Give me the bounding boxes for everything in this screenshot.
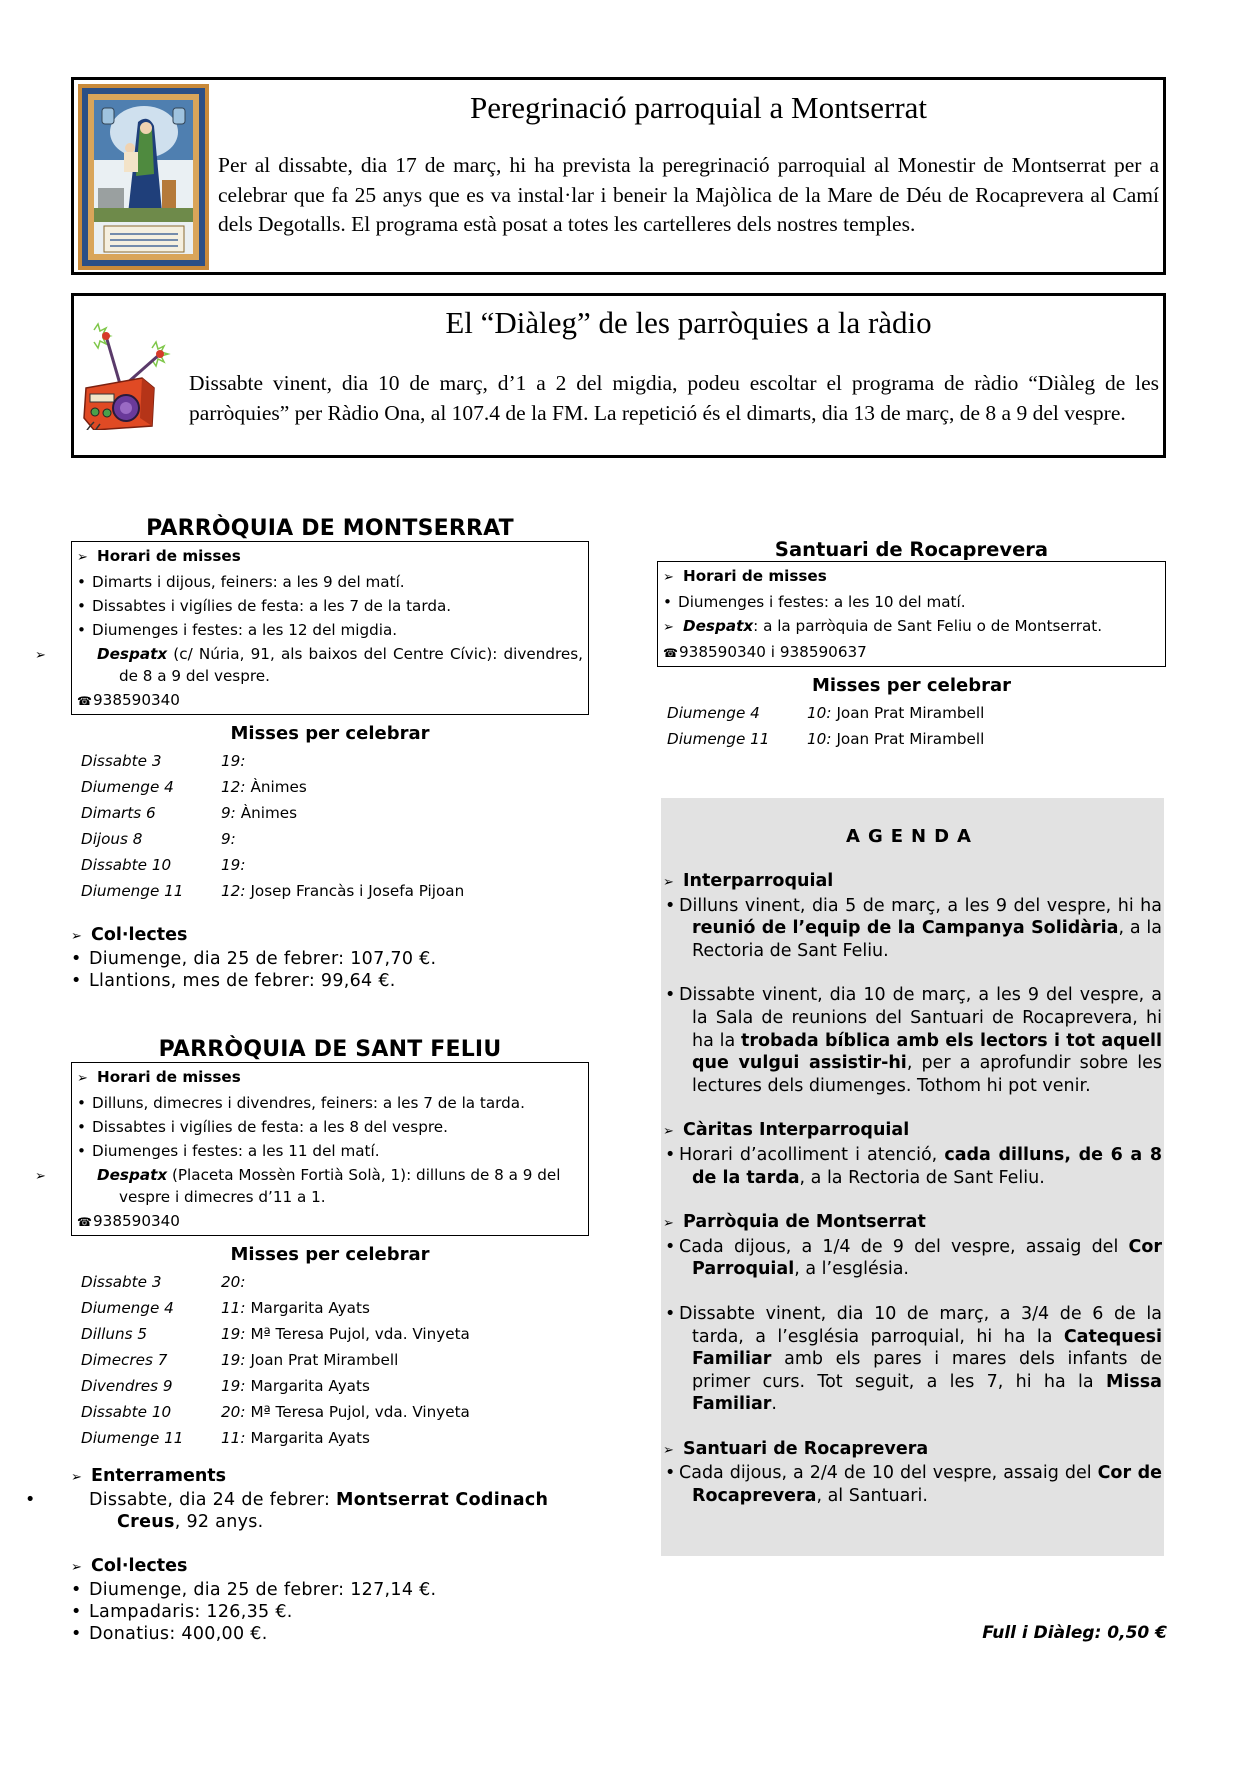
mass-hour: 9: xyxy=(221,830,236,848)
agenda-text: , per a aprofundir sobre les lectures dels diumenges. Tothom hi pot venir. xyxy=(692,1053,1162,1096)
mass-day: Dissabte 3 xyxy=(81,752,162,770)
agenda-highlight: Cor de Rocaprevera xyxy=(692,1463,1162,1507)
agenda-text: , a l’església. xyxy=(794,1259,909,1280)
pilgrimage-text: Per al dissabte, dia 17 de març, hi ha prevista la peregrinació parroquial al Monestir de Montserrat per a celebrar que fa 25 anys que es va instal·lar i beneir la Majòlica de la Mare de Déu de Rocaprevera al Camí dels Degotalls. El programa està posat a totes les cartelleres dels nostres temples. xyxy=(218,153,1159,236)
agenda-section-heading xyxy=(663,870,1162,895)
collections-label: Col·lectes xyxy=(91,925,188,945)
phone-icon: ☎ xyxy=(77,1215,92,1229)
mass-hour: 19: xyxy=(221,1377,246,1395)
agenda-item xyxy=(663,1144,1162,1189)
rocaprevera-section xyxy=(657,538,1166,752)
mass-row xyxy=(71,852,589,878)
mass-row xyxy=(71,1321,589,1347)
mass-hour: 20: xyxy=(221,1273,246,1291)
agenda-text: Cada dijous, a 2/4 de 10 del vespre, assaig del xyxy=(679,1463,1098,1484)
schedule-item: Diumenges i festes: a les 11 del matí. xyxy=(92,1142,380,1160)
agenda-heading-text: Santuari de Rocaprevera xyxy=(683,1438,929,1459)
mass-intention: Joan Prat Mirambell xyxy=(836,730,985,748)
rocaprevera-masses xyxy=(657,700,1166,752)
masses-title: Misses per celebrar xyxy=(230,1244,430,1265)
arrow-icon: ➢ xyxy=(663,570,674,585)
mass-intention: Joan Prat Mirambell xyxy=(250,1351,399,1369)
arrow-icon: ➢ xyxy=(663,1124,674,1140)
radio-notice xyxy=(71,293,1166,458)
santfeliu-title: PARRÒQUIA DE SANT FELIU xyxy=(158,1037,502,1062)
office-label: Despatx xyxy=(683,617,754,635)
arrow-icon: ➢ xyxy=(35,648,46,663)
mass-day: Dissabte 10 xyxy=(81,856,172,874)
pilgrimage-title: Peregrinació parroquial a Montserrat xyxy=(469,90,928,125)
bullet-icon: • xyxy=(71,1602,82,1622)
bullet-icon: • xyxy=(77,621,86,639)
burial-prefix: Dissabte, dia 24 de febrer: xyxy=(89,1490,337,1510)
agenda-body xyxy=(663,870,1162,1508)
mass-hour: 11: xyxy=(221,1299,246,1317)
agenda-text: Dilluns vinent, dia 5 de març, a les 9 del vespre, hi ha xyxy=(679,895,1162,916)
schedule-label: Horari de misses xyxy=(683,567,827,585)
collection-item: Diumenge, dia 25 de febrer: 127,14 €. xyxy=(89,1580,437,1600)
agenda-item xyxy=(663,895,1162,963)
collection-item: Diumenge, dia 25 de febrer: 107,70 €. xyxy=(89,949,437,969)
mass-row xyxy=(71,1269,589,1295)
agenda-text: Horari d’acolliment i atenció, xyxy=(679,1144,945,1165)
rocaprevera-title: Santuari de Rocaprevera xyxy=(774,538,1049,561)
agenda-highlight: cada dilluns, de 6 a 8 de la tarda xyxy=(692,1144,1162,1188)
bullet-icon: • xyxy=(71,971,82,991)
bullet-icon: • xyxy=(665,1236,676,1257)
schedule-item: Dimarts i dijous, feiners: a les 9 del matí. xyxy=(92,573,405,591)
collection-item: Donatius: 400,00 €. xyxy=(89,1624,268,1644)
arrow-icon: ➢ xyxy=(71,1470,82,1485)
mass-day: Dimecres 7 xyxy=(81,1351,168,1369)
mass-intention: Mª Teresa Pujol, vda. Vinyeta xyxy=(250,1325,470,1343)
montserrat-title: PARRÒQUIA DE MONTSERRAT xyxy=(146,516,514,541)
mass-intention: Margarita Ayats xyxy=(250,1377,370,1395)
mass-row xyxy=(71,774,589,800)
mass-intention: Mª Teresa Pujol, vda. Vinyeta xyxy=(250,1403,470,1421)
bullet-icon: • xyxy=(665,895,676,916)
agenda-panel xyxy=(661,798,1164,1556)
arrow-icon: ➢ xyxy=(35,1169,46,1184)
mass-hour: 10: xyxy=(807,730,832,748)
schedule-label: Horari de misses xyxy=(97,1068,241,1086)
bullet-icon: • xyxy=(25,1490,36,1510)
agenda-text: , al Santuari. xyxy=(816,1486,928,1507)
mass-row xyxy=(71,1399,589,1425)
office-text: (c/ Núria, 91, als baixos del Centre Cívic): divendres, de 8 a 9 del vespre. xyxy=(119,645,583,685)
mass-row xyxy=(71,1373,589,1399)
mass-intention: Margarita Ayats xyxy=(250,1429,370,1447)
radio-icon xyxy=(80,310,190,430)
bullet-icon: • xyxy=(77,573,86,591)
agenda-item xyxy=(663,1236,1162,1281)
montserrat-section xyxy=(35,516,589,992)
montserrat-schedule-box xyxy=(35,541,589,715)
burials-label: Enterraments xyxy=(91,1466,227,1486)
collection-item: Llantions, mes de febrer: 99,64 €. xyxy=(89,971,396,991)
mass-hour: 20: xyxy=(221,1403,246,1421)
agenda-text: Dissabte vinent, dia 10 de març, a les 9 del vespre, a la Sala de reunions del Santuari de Rocaprevera, hi ha la xyxy=(679,985,1162,1051)
agenda-text: . xyxy=(771,1394,777,1415)
arrow-icon: ➢ xyxy=(71,929,82,944)
burial-suffix: , 92 anys. xyxy=(174,1512,264,1532)
mass-hour: 11: xyxy=(221,1429,246,1447)
bullet-icon: • xyxy=(665,1303,676,1324)
mass-hour: 12: xyxy=(221,778,246,796)
mass-intention: Joan Prat Mirambell xyxy=(836,704,985,722)
masses-title: Misses per celebrar xyxy=(230,723,430,744)
phone-number: 938590340 xyxy=(93,1212,180,1230)
bullet-icon: • xyxy=(663,593,672,611)
mass-row xyxy=(71,800,589,826)
santfeliu-schedule-box xyxy=(35,1062,589,1236)
agenda-heading-text: Càritas Interparroquial xyxy=(683,1120,910,1141)
mass-day: Diumenge 4 xyxy=(81,778,174,796)
santfeliu-masses xyxy=(71,1269,589,1451)
mass-hour: 10: xyxy=(807,704,832,722)
office-text: (Placeta Mossèn Fortià Solà, 1): dilluns de 8 a 9 del vespre i dimecres d’11 a 1. xyxy=(119,1166,561,1206)
santfeliu-section xyxy=(25,1037,589,1645)
agenda-highlight: Cor Parroquial xyxy=(692,1236,1162,1280)
agenda-heading-text: Interparroquial xyxy=(683,871,834,891)
bullet-icon: • xyxy=(71,949,82,969)
bullet-icon: • xyxy=(665,1463,676,1484)
phone-icon: ☎ xyxy=(77,694,92,708)
collection-item: Lampadaris: 126,35 €. xyxy=(89,1602,293,1622)
agenda-highlight: trobada bíblica amb els lectors i tot aquell que vulgui assistir-hi xyxy=(692,1030,1163,1074)
bullet-icon: • xyxy=(71,1624,82,1644)
schedule-label: Horari de misses xyxy=(97,547,241,565)
schedule-item: Dissabtes i vigílies de festa: a les 7 de la tarda. xyxy=(92,597,452,615)
radio-title: El “Diàleg” de les parròquies a la ràdio xyxy=(445,305,932,340)
schedule-item: Dilluns, dimecres i divendres, feiners: a les 7 de la tarda. xyxy=(92,1094,525,1112)
mass-day: Diumenge 11 xyxy=(81,1429,184,1447)
agenda-text: Dissabte vinent, dia 10 de març, a 3/4 de 6 de la tarda, a l’església parroquial, hi ha la xyxy=(679,1303,1162,1347)
mass-day: Diumenge 4 xyxy=(81,1299,174,1317)
arrow-icon: ➢ xyxy=(77,1071,88,1086)
agenda-text: amb els pares i mares dels infants de primer curs. Tot seguit, a les 7, hi ha la xyxy=(692,1349,1162,1392)
agenda-highlight: Missa Familiar xyxy=(692,1371,1162,1415)
arrow-icon: ➢ xyxy=(663,1216,674,1232)
bullet-icon: • xyxy=(665,985,676,1006)
mass-day: Dissabte 10 xyxy=(81,1403,172,1421)
masses-title: Misses per celebrar xyxy=(812,675,1011,696)
bullet-icon: • xyxy=(665,1144,676,1165)
mass-row xyxy=(71,1347,589,1373)
office-text: : a la parròquia de Sant Feliu o de Montserrat. xyxy=(753,617,1103,635)
montserrat-collections xyxy=(71,924,589,992)
collections-label: Col·lectes xyxy=(91,1556,188,1576)
mass-row xyxy=(71,748,589,774)
agenda-section-heading xyxy=(663,1119,1162,1144)
office-label: Despatx xyxy=(97,645,168,663)
mass-row xyxy=(71,826,589,852)
bullet-icon: • xyxy=(77,1118,86,1136)
arrow-icon: ➢ xyxy=(663,1442,674,1458)
mass-row xyxy=(657,700,1166,726)
agenda-highlight: reunió de l’equip de la Campanya Solidària xyxy=(692,918,1119,939)
mass-day: Dijous 8 xyxy=(81,830,143,848)
mass-hour: 9: xyxy=(221,804,236,822)
mass-hour: 19: xyxy=(221,856,246,874)
mass-day: Diumenge 11 xyxy=(81,882,184,900)
agenda-text: , a la Rectoria de Sant Feliu. xyxy=(692,918,1163,961)
bullet-icon: • xyxy=(77,597,86,615)
phone-number: 938590340 xyxy=(93,691,180,709)
mass-hour: 12: xyxy=(221,882,246,900)
agenda-item xyxy=(663,1303,1162,1416)
mass-row xyxy=(71,1295,589,1321)
arrow-icon: ➢ xyxy=(663,875,674,890)
burial-name: Montserrat Codinach Creus xyxy=(117,1490,549,1532)
mass-intention: Ànimes xyxy=(250,778,307,796)
schedule-item: Diumenges i festes: a les 10 del matí. xyxy=(678,593,966,611)
agenda-section-heading xyxy=(663,1438,1162,1463)
mass-day: Dilluns 5 xyxy=(81,1325,148,1343)
mass-intention: Josep Francàs i Josefa Pijoan xyxy=(250,882,465,900)
mass-hour: 19: xyxy=(221,1325,246,1343)
agenda-section-heading xyxy=(663,1211,1162,1236)
arrow-icon: ➢ xyxy=(77,550,88,565)
radio-text: Dissabte vinent, dia 10 de març, d’1 a 2 del migdia, podeu escoltar el programa de ràdio “Diàleg de les parròquies” per Ràdio Ona, al 107.4 de la FM. La repetició és el dimarts, dia 13 de març, de 8 a 9 del vespre. xyxy=(189,371,1159,425)
mass-intention: Margarita Ayats xyxy=(250,1299,370,1317)
schedule-item: Diumenges i festes: a les 12 del migdia. xyxy=(92,621,398,639)
mass-hour: 19: xyxy=(221,752,246,770)
schedule-item: Dissabtes i vigílies de festa: a les 8 del vespre. xyxy=(92,1118,448,1136)
arrow-icon: ➢ xyxy=(71,1560,82,1575)
montserrat-masses xyxy=(71,748,589,904)
mass-day: Dissabte 3 xyxy=(81,1273,162,1291)
mass-day: Dimarts 6 xyxy=(81,804,156,822)
bullet-icon: • xyxy=(77,1094,86,1112)
agenda-highlight: Catequesi Familiar xyxy=(692,1326,1162,1370)
price-label: Full i Diàleg: 0,50 € xyxy=(982,1623,1167,1643)
agenda-heading-text: Parròquia de Montserrat xyxy=(683,1212,926,1233)
bullet-icon: • xyxy=(77,1142,86,1160)
mass-day: Diumenge 4 xyxy=(667,704,760,722)
mass-row xyxy=(657,726,1166,752)
arrow-icon: ➢ xyxy=(663,620,674,635)
agenda-text: Cada dijous, a 1/4 de 9 del vespre, assaig del xyxy=(679,1236,1129,1257)
agenda-title: AGENDA xyxy=(846,826,979,847)
agenda-item xyxy=(663,1462,1162,1507)
mass-day: Diumenge 11 xyxy=(667,730,770,748)
mass-hour: 19: xyxy=(221,1351,246,1369)
santfeliu-collections xyxy=(71,1555,589,1645)
santfeliu-burials xyxy=(25,1465,589,1533)
mass-row xyxy=(71,878,589,904)
phone-icon: ☎ xyxy=(663,646,678,660)
bullet-icon: • xyxy=(71,1580,82,1600)
mass-intention: Ànimes xyxy=(240,804,298,822)
majolica-image xyxy=(78,84,209,270)
mass-day: Divendres 9 xyxy=(81,1377,173,1395)
agenda-text: , a la Rectoria de Sant Feliu. xyxy=(799,1167,1045,1188)
agenda-item xyxy=(663,984,1162,1097)
office-label: Despatx xyxy=(97,1166,168,1184)
mass-row xyxy=(71,1425,589,1451)
phone-number: 938590340 i 938590637 xyxy=(679,643,867,661)
rocaprevera-schedule-box xyxy=(657,561,1166,667)
pilgrimage-notice xyxy=(71,77,1166,275)
